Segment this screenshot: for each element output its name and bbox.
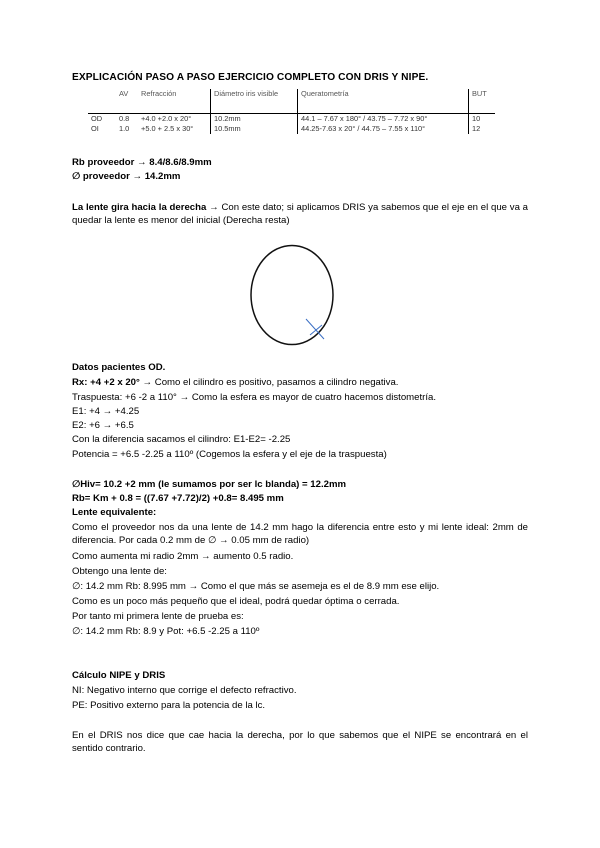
patient-data-table xyxy=(88,89,495,134)
table-cell: 12 xyxy=(472,124,481,133)
rx-bold-text: Rx: +4 +2 x 20° xyxy=(72,377,140,388)
datos-line: Con la diferencia sacamos el cilindro: E1-E2= -2.25 xyxy=(72,434,291,445)
table-cell: +4.0 +2.0 x 20° xyxy=(138,114,211,125)
table-header-queratometria: Queratometría xyxy=(298,89,469,114)
equivalent-line: ∅: 14.2 mm Rb: 8.995 mm → Como el que más se asemeja es el de 8.9 mm ese elijo. xyxy=(72,581,440,592)
nipe-ni-line: NI: Negativo interno que corrige el defecto refractivo. xyxy=(72,685,297,696)
rx-text: → Como el cilindro es positivo, pasamos a cilindro negativa. xyxy=(139,377,399,388)
rotation-paragraph xyxy=(72,201,528,227)
equivalent-line: Como es un poco más pequeño que el ideal, podrá quedar óptima o cerrada. xyxy=(72,596,400,607)
table-cell: 44.25-7.63 x 20° / 44.75 – 7.55 x 110° xyxy=(298,124,469,134)
datos-line: E1: +4 → +4.25 xyxy=(72,406,140,417)
rb-formula: Rb= Km + 0.8 = ((7.67 +7.72)/2) +0.8= 8.495 mm xyxy=(72,493,284,504)
rotation-bold-text: La lente gira hacia la derecha xyxy=(72,202,207,213)
table-cell: OI xyxy=(91,124,99,133)
table-cell: 1.0 xyxy=(119,124,130,133)
table-cell: OD xyxy=(88,114,116,125)
nipe-pe-line: PE: Positivo externo para la potencia de la lc. xyxy=(72,700,266,711)
table-header-av: AV xyxy=(119,89,129,98)
table-cell: +5.0 + 2.5 x 30° xyxy=(138,124,211,134)
section-heading-nipe: Cálculo NIPE y DRIS xyxy=(72,670,166,681)
table-cell: 10.5mm xyxy=(211,124,298,134)
table-cell: 0.8 xyxy=(116,114,138,125)
table-cell: 10 xyxy=(469,114,496,125)
lens-outline xyxy=(251,246,333,345)
table-header-eye xyxy=(88,89,116,114)
table-row xyxy=(88,114,495,125)
dris-paragraph: En el DRIS nos dice que cae hacia la derecha, por lo que sabemos que el NIPE se encontrará en el sentido contrario. xyxy=(72,730,528,754)
rb-provider-line: Rb proveedor → 8.4/8.6/8.9mm xyxy=(72,157,212,168)
hiv-formula: ∅Hiv= 10.2 +2 mm (le sumamos por ser lc blanda) = 12.2mm xyxy=(72,479,347,490)
table-row xyxy=(88,124,495,134)
datos-line: E2: +6 → +6.5 xyxy=(72,420,134,431)
lens-rotation-sketch xyxy=(248,243,338,349)
equivalent-paragraph: Como el proveedor nos da una lente de 14.2 mm hago la diferencia entre esto y mi lente ideal: 2mm de diferencia. Por cada 0.2 mm de ∅ → 0.05 mm de radio) xyxy=(72,522,528,546)
table-cell: 44.1 – 7.67 x 180° / 43.75 – 7.72 x 90° xyxy=(298,114,469,125)
equivalent-line: ∅: 14.2 mm Rb: 8.9 y Pot: +6.5 -2.25 a 110º xyxy=(72,626,260,637)
document-title: EXPLICACIÓN PASO A PASO EJERCICIO COMPLETO CON DRIS Y NIPE. xyxy=(72,72,429,83)
equivalent-line: Por tanto mi primera lente de prueba es: xyxy=(72,611,244,622)
table-header-diametro: Diámetro iris visible xyxy=(211,89,298,114)
section-heading-lente: Lente equivalente: xyxy=(72,507,157,518)
datos-line: Traspuesta: +6 -2 a 110° → Como la esfera es mayor de cuatro hacemos distometría. xyxy=(72,392,437,403)
diameter-provider-line: ∅ proveedor → 14.2mm xyxy=(72,171,181,182)
datos-line: Potencia = +6.5 -2.25 a 110º (Cogemos la esfera y el eje de la traspuesta) xyxy=(72,449,387,460)
rotation-text: → Con este dato; si aplicamos DRIS ya sabemos que el eje en el que va a quedar la lente es menor del inicial (Derecha resta) xyxy=(72,202,529,226)
table-header-refraccion: Refracción xyxy=(138,89,211,114)
equivalent-line: Como aumenta mi radio 2mm → aumento 0.5 radio. xyxy=(72,551,294,562)
rx-line xyxy=(72,377,398,389)
equivalent-line: Obtengo una lente de: xyxy=(72,566,167,577)
table-cell: 10.2mm xyxy=(211,114,298,125)
table-header-but: BUT xyxy=(472,89,487,98)
section-heading-datos: Datos pacientes OD. xyxy=(72,362,166,373)
